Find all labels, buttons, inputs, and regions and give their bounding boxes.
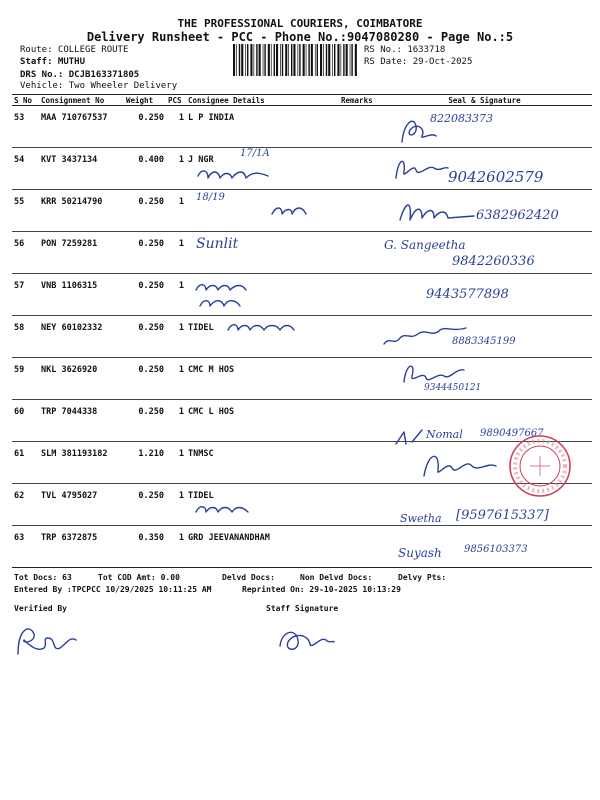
handwritten-name: G. Sangeetha [384,238,466,252]
barcode-bar [268,44,270,76]
barcode-bar [247,44,248,76]
cell-consignment: TRP 7044338 [39,400,124,442]
signature-scribble [396,196,476,226]
table-row [12,358,592,400]
handwritten-note: 17/1A [240,148,270,159]
barcode-bar [337,44,339,76]
cell-weight: 0.250 [124,190,166,232]
cell-remarks [339,148,377,190]
document-subtitle: Delivery Runsheet - PCC - Phone No.:9047080280 - Page No.:5 [86,30,514,44]
verifier-signature [8,618,80,660]
cell-weight: 0.250 [124,400,166,442]
cell-consignee: TIDEL [186,316,339,358]
cell-weight: 0.250 [124,316,166,358]
cell-sno: 59 [12,358,39,400]
barcode-bar [236,44,237,76]
reprinted-on: Reprinted On: 29-10-2025 10:13:29 [242,585,401,594]
header-consignee: Consignee Details [186,95,339,106]
barcode-bar [274,44,275,76]
barcode-bar [343,44,344,76]
rs-date: RS Date: 29-Oct-2025 [364,57,473,67]
cell-remarks [339,274,377,316]
barcode-bar [303,44,305,76]
cell-sno: 55 [12,190,39,232]
cell-consignment: SLM 381193182 [39,442,124,484]
delivery-points: Delvy Pts: [398,573,447,582]
barcode-bar [350,44,351,76]
cell-weight: 0.250 [124,274,166,316]
barcode-bar [306,44,307,76]
table-row [12,442,592,484]
cell-consignee: J NGR [186,148,339,190]
signature-scribble [392,112,442,148]
cell-remarks [339,484,377,526]
barcode-bar [245,44,246,76]
barcode-bar [293,44,295,76]
document-title: THE PROFESSIONAL COURIERS, COIMBATORE [177,17,423,30]
cell-weight: 1.210 [124,442,166,484]
handwritten-name: Nomal [426,428,463,441]
signature-scribble [380,320,470,354]
barcode-bar [282,44,283,76]
barcode-bar [259,44,261,76]
barcode-bar [346,44,348,76]
barcode-bar [317,44,318,76]
staff-signature-label: Staff Signature [266,604,339,613]
cell-consignee: L P INDIA [186,106,339,148]
cell-consignee: GRD JEEVANANDHAM [186,526,339,568]
barcode-bar [328,44,330,76]
cell-consignment: VNB 1106315 [39,274,124,316]
cell-weight: 0.250 [124,106,166,148]
barcode-bar [355,44,357,76]
cell-pcs: 1 [166,106,186,148]
route-label: Route: COLLEGE ROUTE [20,45,129,55]
non-delivered-docs: Non Delvd Docs: [300,573,373,582]
cell-consignment: TRP 6372875 [39,526,124,568]
barcode-bar [315,44,316,76]
cell-pcs: 1 [166,400,186,442]
header-signature: Seal & Signature [377,95,592,106]
barcode-bar [291,44,292,76]
barcode-bar [233,44,235,76]
barcode-bar [276,44,278,76]
cell-sno: 54 [12,148,39,190]
signature-scribble [418,446,498,482]
rs-number: RS No.: 1633718 [364,45,446,55]
handwritten-phone: 9842260336 [452,254,535,269]
barcode-bar [308,44,309,76]
cell-consignment: NKL 3626920 [39,358,124,400]
drs-number: DRS No.: DCJB163371805 [20,70,140,80]
total-cod-amount: Tot COD Amt: 0.00 [98,573,180,582]
cell-pcs: 1 [166,232,186,274]
handwritten-phone: 8883345199 [452,336,516,347]
cell-consignment: NEY 60102332 [39,316,124,358]
cell-remarks [339,106,377,148]
handwritten-note: 18/19 [196,192,225,203]
cell-pcs: 1 [166,442,186,484]
cell-pcs: 1 [166,148,186,190]
header-sno: S No [12,95,39,106]
verified-by-label: Verified By [14,604,67,613]
signature-scribble [390,150,450,184]
tamil-handwriting [196,164,272,184]
header-remarks: Remarks [339,95,377,106]
entered-by: Entered By :TPCPCC 10/29/2025 10:11:25 AM [14,585,212,594]
signature-scribble [398,358,468,388]
barcode-bar [341,44,342,76]
barcode-bar [254,44,255,76]
cell-remarks [339,232,377,274]
cell-weight: 0.350 [124,526,166,568]
barcode-bar [285,44,287,76]
handwritten-phone: 6382962420 [476,208,559,223]
barcode-bar [298,44,299,76]
cell-remarks [339,316,377,358]
cell-sno: 53 [12,106,39,148]
staff-signature-scribble [272,620,336,656]
cell-consignee: CMC L HOS [186,400,339,442]
barcode-image [231,44,359,76]
table-row [12,106,592,148]
tamil-handwriting [194,500,250,518]
barcode-bar [326,44,327,76]
barcode-bar [256,44,257,76]
barcode-bar [320,44,322,76]
total-docs: Tot Docs: 63 [14,573,72,582]
barcode-bar [334,44,335,76]
cell-remarks [339,190,377,232]
cell-sno: 63 [12,526,39,568]
staff-label: Staff: MUTHU [20,57,86,67]
cell-weight: 0.250 [124,484,166,526]
barcode-bar [311,44,313,76]
handwritten-phone: 9443577898 [426,287,509,302]
cell-consignment: MAA 710767537 [39,106,124,148]
cell-sno: 58 [12,316,39,358]
cell-consignment: KVT 3437134 [39,148,124,190]
barcode-bar [239,44,240,76]
cell-pcs: 1 [166,316,186,358]
cell-consignee: TNMSC [186,442,339,484]
barcode-bar [250,44,252,76]
handwritten-phone: 822083373 [430,112,493,125]
handwritten-phone: 9042602579 [448,168,544,186]
tamil-handwriting [270,194,310,222]
cell-sno: 62 [12,484,39,526]
tamil-handwriting [194,278,286,312]
header-consignment: Consignment No [39,95,124,106]
barcode-bar [299,44,300,76]
cell-consignment: PON 7259281 [39,232,124,274]
handwritten-name: Swetha [400,512,442,525]
cell-sno: 60 [12,400,39,442]
barcode-bar [241,44,243,76]
header-weight: Weight [124,95,166,106]
barcode-bar [271,44,272,76]
cell-remarks [339,358,377,400]
barcode-bar [351,44,352,76]
table-header-row [12,95,592,106]
cell-sno: 61 [12,442,39,484]
handwritten-phone: [9597615337] [456,508,549,523]
handwritten-note: Sunlit [196,236,239,252]
barcode-bar [263,44,264,76]
cell-pcs: 1 [166,190,186,232]
barcode-bar [288,44,289,76]
barcode-bar [332,44,333,76]
company-seal-stamp [508,434,572,498]
signature-scribble [392,424,432,448]
cell-consignment: TVL 4795027 [39,484,124,526]
delivered-docs: Delvd Docs: [222,573,275,582]
vehicle-label: Vehicle: Two Wheeler Delivery [20,81,178,91]
header-pcs: PCS [166,95,186,106]
cell-remarks [339,400,377,442]
cell-pcs: 1 [166,526,186,568]
barcode-bar [323,44,324,76]
cell-consignee: CMC M HOS [186,358,339,400]
cell-sno: 57 [12,274,39,316]
handwritten-phone: 9890497667 [480,428,544,439]
tamil-handwriting [226,318,296,336]
barcode-bar [280,44,281,76]
cell-weight: 0.250 [124,358,166,400]
runsheet-table [12,94,592,568]
cell-weight: 0.250 [124,232,166,274]
handwritten-name: Suyash [398,546,442,560]
handwritten-phone: 9856103373 [464,544,528,555]
cell-remarks [339,442,377,484]
cell-remarks [339,526,377,568]
cell-sno: 56 [12,232,39,274]
cell-consignment: KRR 50214790 [39,190,124,232]
handwritten-phone: 9344450121 [424,383,482,393]
cell-consignee: TIDEL [186,484,339,526]
barcode-bar [264,44,265,76]
cell-pcs: 1 [166,484,186,526]
cell-pcs: 1 [166,274,186,316]
cell-pcs: 1 [166,358,186,400]
cell-weight: 0.400 [124,148,166,190]
